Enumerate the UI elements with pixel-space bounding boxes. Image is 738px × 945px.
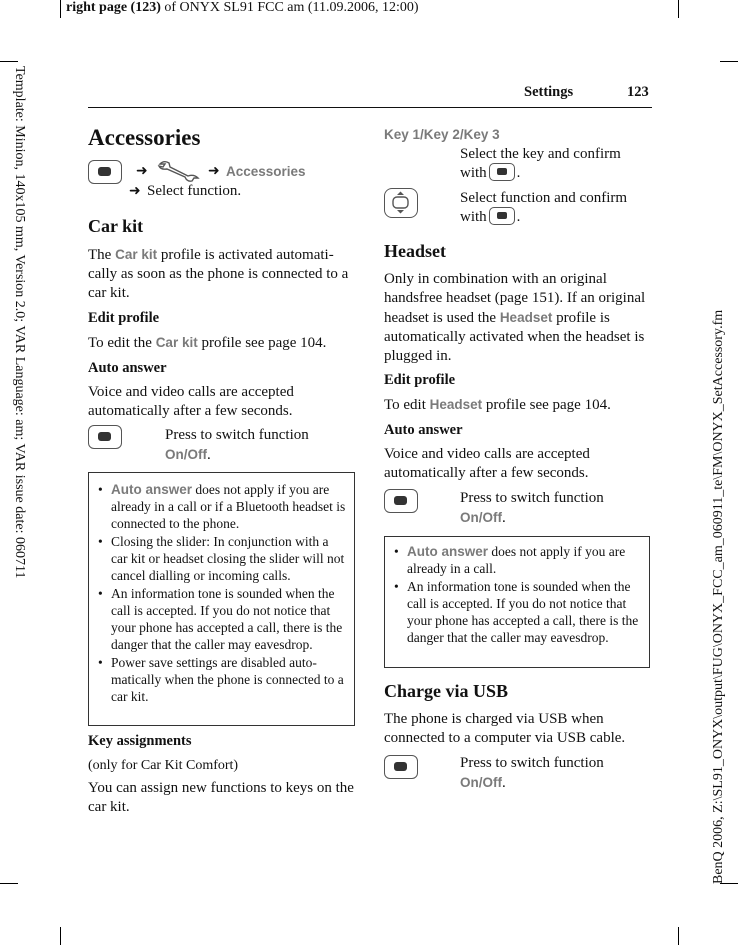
headset-paragraph: Only in combination with an original handsfree headset (page 151). If an original headset is used the Headset profile is automatically activated when the headset is plugged in. xyxy=(384,271,646,364)
crop-mark xyxy=(720,61,738,62)
crop-mark xyxy=(678,927,679,945)
soft-key-icon xyxy=(88,425,122,449)
usb-paragraph: The phone is charged via USB when connected to a computer via USB cable. xyxy=(384,711,626,746)
edit-profile-heading: Edit profile xyxy=(88,310,160,326)
note-item: • An information tone is sounded when the call is accepted. If you do not notice that your phone has accepted a call, there is the danger that the caller may eavesdrop. xyxy=(111,585,348,653)
auto-answer-paragraph: Voice and video calls are accepted automatically after a few seconds. xyxy=(384,446,590,481)
key-assignments-paragraph: You can assign new functions to keys on the car kit. xyxy=(88,780,354,815)
edit-profile-heading: Edit profile xyxy=(384,372,456,388)
usb-heading: Charge via USB xyxy=(384,681,509,701)
auto-answer-heading: Auto answer xyxy=(88,360,167,376)
print-line-bold: right page (123) xyxy=(66,0,161,15)
keyword: Headset xyxy=(429,397,483,412)
note-item: • Power save settings are disabled auto-matically when the phone is connected to a car kit. xyxy=(111,654,348,705)
switch-function-text: Press to switch function On/Off. xyxy=(165,427,309,463)
select-function-text: Select function and confirm with . xyxy=(460,190,628,225)
key-list: Key 1/Key 2/Key 3 xyxy=(384,127,500,142)
note-item: • Auto answer does not apply if you are already in a call or if a Bluetooth headset is connected to the phone. xyxy=(111,481,348,532)
carkit-heading: Car kit xyxy=(88,216,144,236)
crop-mark xyxy=(60,0,61,18)
side-file-path: BenQ 2006, Z:\SL91_ONYX\output\FUG\ONYX_FCC_am_060911_te\FM\ONYX_SetAccessory.fm xyxy=(711,309,726,884)
print-line xyxy=(66,0,419,16)
section-title: Settings xyxy=(524,84,574,100)
carkit-paragraph: The Car kit profile is activated automati-cally as soon as the phone is connected to a car kit. xyxy=(88,247,349,301)
note-item: • Auto answer does not apply if you are already in a call. xyxy=(407,543,643,577)
note-box xyxy=(88,472,355,726)
edit-profile-paragraph: To edit the Car kit profile see page 104. xyxy=(88,335,327,351)
soft-key-icon xyxy=(384,489,418,513)
note-box xyxy=(384,536,650,668)
navigation-key-icon xyxy=(384,188,418,218)
switch-function-text: Press to switch function On/Off. xyxy=(460,755,604,791)
key-assignments-sub: (only for Car Kit Comfort) xyxy=(88,758,239,773)
key-assignments-heading: Key assignments xyxy=(88,733,192,749)
headset-heading: Headset xyxy=(384,241,446,261)
keyword: Headset xyxy=(499,310,553,325)
keyword: Car kit xyxy=(155,335,198,350)
crop-mark xyxy=(60,927,61,945)
keyword: Car kit xyxy=(115,247,158,262)
auto-answer-paragraph: Voice and video calls are accepted automatically after a few seconds. xyxy=(88,384,294,419)
crop-mark xyxy=(0,61,18,62)
menu-path-select: Select function. xyxy=(147,183,242,199)
page-title: Accessories xyxy=(88,125,201,150)
crop-mark xyxy=(678,0,679,18)
arrow-icon: ➜ xyxy=(136,163,148,179)
crop-mark xyxy=(0,883,18,884)
wrench-icon xyxy=(156,158,202,182)
print-line-rest: of ONYX SL91 FCC am (11.09.2006, 12:00) xyxy=(160,0,419,15)
note-item: • Closing the slider: In conjunction with a car kit or headset closing the slider will not cancel dialling or incoming calls. xyxy=(111,533,348,584)
side-template-info: Template: Minion, 140x105 mm, Version 2.0; VAR Language: am; VAR issue date: 060711 xyxy=(12,66,27,579)
arrow-icon: ➜ xyxy=(129,183,141,199)
soft-key-icon xyxy=(384,755,418,779)
arrow-icon: ➜ xyxy=(208,163,220,179)
switch-function-text: Press to switch function On/Off. xyxy=(460,490,604,526)
menu-key-icon xyxy=(88,160,122,184)
select-key-text: Select the key and confirm with . xyxy=(460,146,621,181)
edit-profile-paragraph: To edit Headset profile see page 104. xyxy=(384,397,611,413)
header-rule xyxy=(88,107,652,108)
auto-answer-heading: Auto answer xyxy=(384,422,463,438)
soft-key-icon xyxy=(489,207,515,225)
note-item: • An information tone is sounded when the call is accepted. If you do not notice that your phone has accepted a call, there is the danger that the caller may eavesdrop. xyxy=(407,578,643,646)
menu-path-accessories: Accessories xyxy=(226,164,306,179)
soft-key-icon xyxy=(489,163,515,181)
page-number: 123 xyxy=(627,84,649,100)
